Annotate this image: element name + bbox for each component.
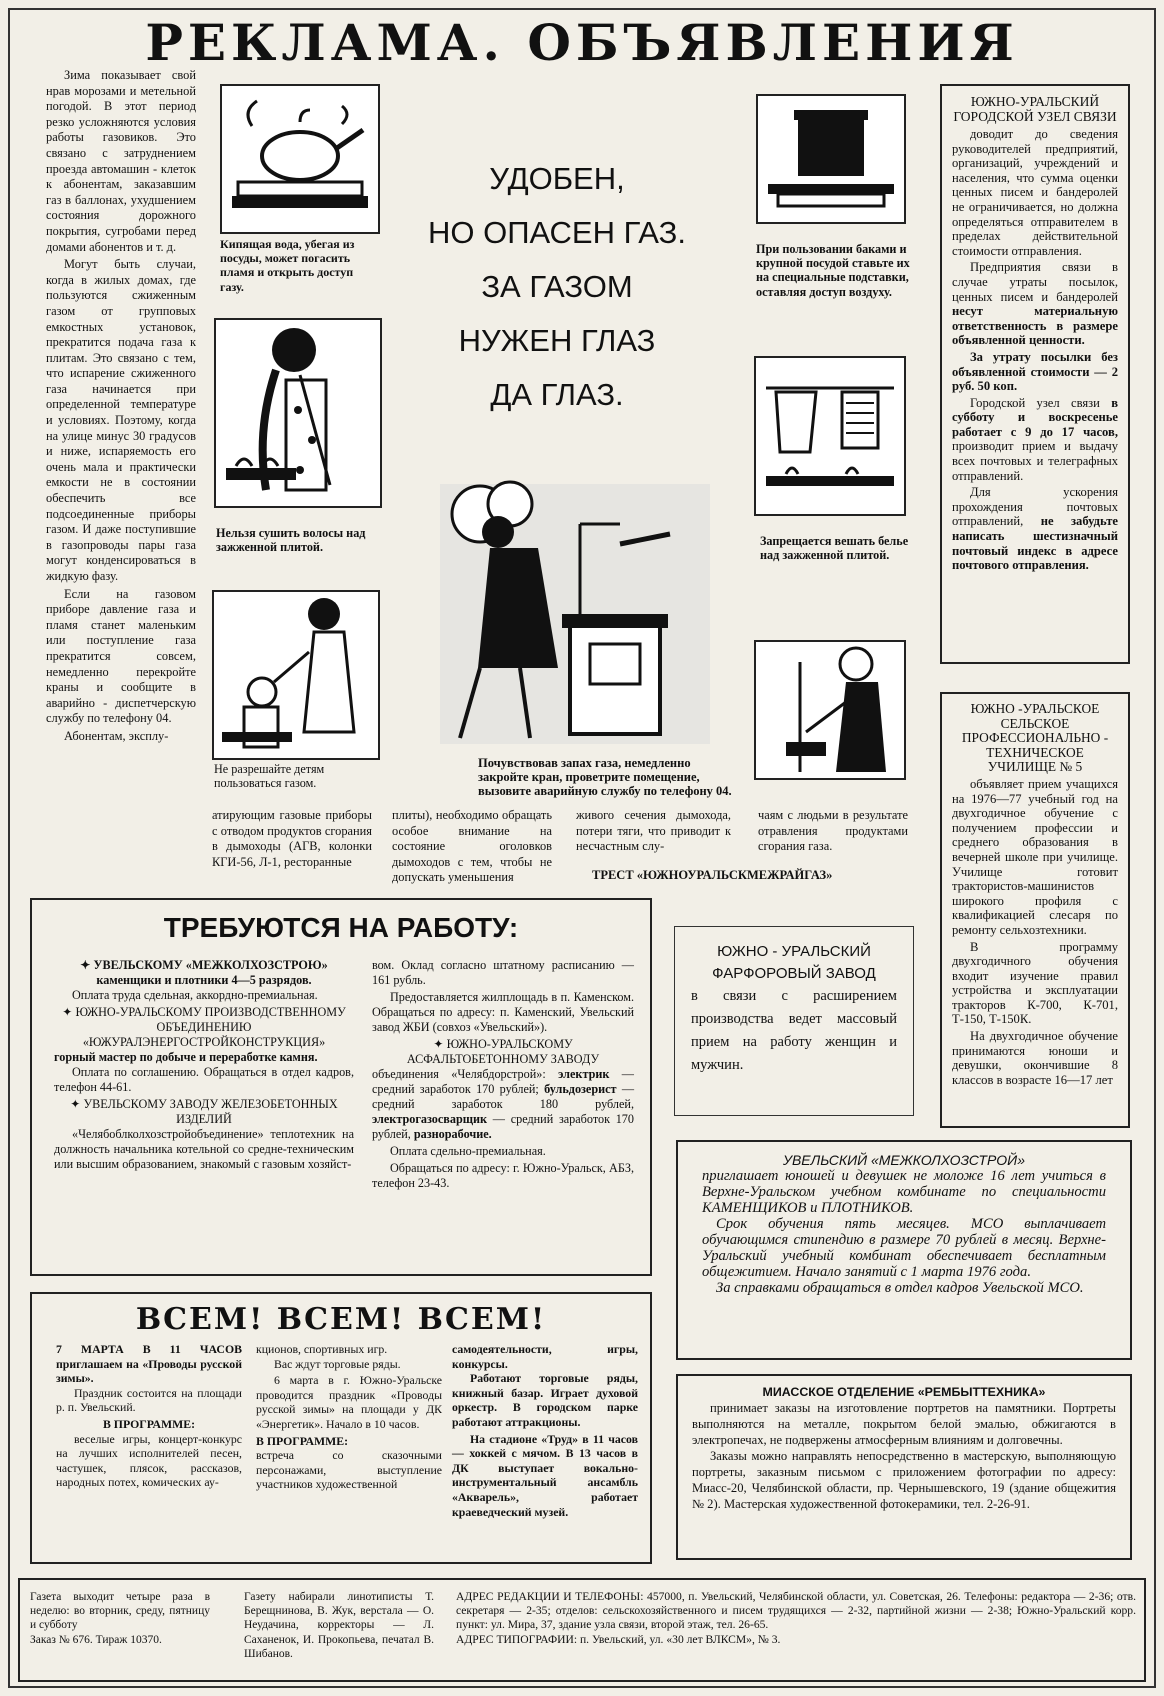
vsem-c1-tail: веселые игры, концерт-конкурс на лучших исполнителей песен, частушек, плясок, рассказов, народных потех, комических ау- [56, 1431, 242, 1490]
footer-staff: Газету набирали линотиписты Т. Берещнинова, В. Жук, верстала — О. Неудачина, корректоры — Л. Саханенок, И. Прокопьева, печатал В. Шибанов. [244, 1591, 434, 1660]
job-text [372, 1067, 634, 1142]
left-paragraph: Абонентам, эксплу- [64, 728, 169, 743]
postal-index [952, 485, 1118, 573]
postal-p4-text: Городской узел связи [970, 395, 1112, 410]
rembyt-p1: принимает заказы на изготовление портретов на памятники. Портреты выполняются на металле, покрытом белой эмалью, обжигаются в электропечах, не подвержены атмосферным влияниям и долговечны. [692, 1401, 1116, 1447]
school-p1: объявляет прием учащихся на 1976—77 учебный год на двухгодичное обучение с получением профессии и среднего образования в вечерней школе при училище. Училище готовит трактористов-машинистов широкого профиля с квалификацией слесаря по ремонту сельхозтехники. [952, 776, 1118, 937]
mezhkolkhoz-title: УВЕЛЬСКИЙ «МЕЖКОЛХОЗСТРОЙ» [783, 1152, 1025, 1168]
porcelain-title: ЮЖНО - УРАЛЬСКИЙ ФАРФОРОВЫЙ ЗАВОД [712, 943, 876, 982]
job-text: Оплата по соглашению. Обращаться в отдел кадров, телефон 44-61. [54, 1065, 354, 1094]
job-e4b3: электрогазосварщик [372, 1112, 488, 1126]
rembyt-title: МИАССКОЕ ОТДЕЛЕНИЕ «РЕМБЫТТЕХНИКА» [762, 1385, 1046, 1399]
kettle-illustration [220, 84, 380, 234]
postal-p4-tail: производит прием и выдачу всех почтовых и телеграфных отправлений. [952, 439, 1118, 483]
vsem-c2-b: Вас ждут торговые ряды. [274, 1356, 401, 1371]
jobs-section [30, 898, 652, 1276]
job-text: Оплата сдельно-премиальная. [390, 1144, 546, 1158]
school-p3: На двухгодичное обучение принимаются юноши и девушки, окончившие 8 классов в возрасте 16—17 лет [952, 1029, 1118, 1087]
hair-caption: Нельзя сушить волосы над зажженной плитой. [216, 526, 366, 555]
postal-title: ЮЖНО-УРАЛЬСКИЙ ГОРОДСКОЙ УЗЕЛ СВЯЗИ [953, 94, 1117, 124]
footer-address-text: АДРЕС РЕДАКЦИИ И ТЕЛЕФОНЫ: 457000, п. Увельский, Челябинской области, ул. Советская, 26. Телефоны: редактора — 2-36; отв. секретаря — 2-35; отделов: сельскохозяйственного и писем трудящихся — 2-32, партийной жизни — 2-38; Южно-Уральский корр. пункт: ул. Мира, 37, здание узла связи, второй этаж, тел. 26-65. [456, 1590, 1136, 1632]
school-p2: В программу двухгодичного обучения входит изучение правил устройства и эксплуатации тракторов К-700, К-701, Т-150, Т-150К. [952, 939, 1118, 1027]
gas-column-3: живого сечения дымохода, потери тяги, что приводит к несчастным слу- [576, 808, 731, 854]
rembyt-p2: Заказы можно направлять непосредственно в мастерскую, выполняющую портреты, заказным письмом с приложением фотографии по адресу: Миасс-20, Челябинской области, пр. Чернышевского, 19 (здание общежития № 2). Мастерская художественной фотокерамики, тел. 2-26-91. [692, 1449, 1116, 1511]
job-text: Оплата труда сдельная, аккордно-премиальная. [72, 988, 318, 1002]
laundry-illustration [754, 356, 906, 516]
left-paragraph: Могут быть случаи, когда в жилых домах, где пользуются сжиженным газом от групповых емкостных установок, прекратится подача газа к плитам. Это связано с тем, что испарение сжиженного газа начинается при определенной температуре и условиях. Поэтому, когда на улице минус 30 градусов и ниже, испаряемость его очень мала и практически емкости не в состоянии обеспечить все подсоединенные приборы газом. И даже поступившие в газопроводы пары газа могут конденсироваться в жидкую фазу. [46, 257, 196, 583]
vsem-col-1 [56, 1342, 242, 1492]
job-bold: горный мастер по добыче и переработке камня. [54, 1050, 318, 1064]
pot-illustration [756, 94, 906, 224]
trust-signature: ТРЕСТ «ЮЖНОУРАЛЬСКМЕЖРАЙГАЗ» [592, 868, 833, 882]
gas-column-1: атирующим газовые приборы с отводом продуктов сгорания в дымоходы (АГВ, колонки КГИ-56, Л-1, ресторанные [212, 808, 372, 869]
postal-hours [952, 396, 1118, 484]
laundry-caption: Запрещается вешать белье над зажженной плитой. [760, 534, 909, 563]
vsem-c2-tail: встреча со сказочными персонажами, выступление участников художественной [256, 1448, 442, 1492]
vsem-col-2 [256, 1342, 442, 1494]
postal-p4-bold: в субботу и воскресенье работает с 9 до 17 часов, [952, 395, 1118, 439]
vsem-title: ВСЕМ! ВСЕМ! ВСЕМ! [135, 1302, 547, 1337]
cook-illustration [754, 640, 906, 780]
children-illustration [212, 590, 380, 760]
footer-schedule-text: Газета выходит четыре раза в неделю: во вторник, среду, пятницу и субботу [30, 1591, 210, 1632]
vsem-c2-a: кционов, спортивных игр. [256, 1342, 388, 1356]
jobs-title: ТРЕБУЮТСЯ НА РАБОТУ: [163, 912, 519, 943]
job-e4b2: бульдозерист [544, 1082, 617, 1096]
vsem-col-3 [452, 1342, 638, 1521]
job-org: ✦ ЮЖНО-УРАЛЬСКОМУ АСФАЛЬТОБЕТОННОМУ ЗАВОДУ [406, 1037, 600, 1066]
masthead-title: РЕКЛАМА. ОБЪЯВЛЕНИЯ [145, 13, 1019, 72]
hair-illustration [214, 318, 382, 508]
vsem-c1-bold: 7 МАРТА В 11 ЧАСОВ приглашаем на «Проводы русской зимы». [56, 1342, 242, 1386]
footer-schedule [30, 1590, 210, 1647]
footer-print: АДРЕС ТИПОГРАФИИ: п. Увельский, ул. «30 лет ВЛКСМ», № 3. [456, 1632, 781, 1646]
job-text: Предоставляется жилплощадь в п. Каменском. Обращаться по адресу: п. Каменский, Увельский завод ЖБИ (совхоз «Увельский»). [372, 990, 634, 1034]
woman-stove-illustration [430, 474, 720, 754]
left-paragraph: Если на газовом приборе давление газа и пламя станет маленьким или поступление газа прекратится совсем, немедленно перекройте краны и сообщите в аварийно - диспетчерскую службу по телефону 04. [46, 586, 196, 726]
footer-order: Заказ № 676. Тираж 10370. [30, 1633, 162, 1646]
postal-p2-text: Предприятия связи в случае утраты посылок, ценных писем и бандеролей [952, 260, 1118, 304]
job-e4c3: — средний заработок 170 рублей, [372, 1112, 634, 1141]
mezhkolkhoz-notice [676, 1140, 1132, 1360]
postal-responsibility [952, 260, 1118, 348]
mezhkolkhoz-p3: За справками обращаться в отдел кадров Увельской МСО. [716, 1280, 1084, 1296]
kettle-caption: Кипящая вода, убегая из посуды, может погасить пламя и открыть доступ газу. [220, 237, 355, 294]
mezhkolkhoz-p2: Срок обучения пять месяцев. МСО выплачивает обучающимся стипендию в размере 70 рублей в месяц. Верхне-Уральский учебный комбинат обеспечивает бесплатным общежитием. Начало занятий с 1 марта 1976 года. [702, 1216, 1106, 1280]
postal-loss [952, 350, 1118, 394]
vsem-c2-head: В ПРОГРАММЕ: [256, 1433, 349, 1448]
slogan-line: УДОБЕН, [489, 161, 625, 196]
slogan-line: ДА ГЛАЗ. [490, 377, 624, 412]
postal-intro: доводит до сведения руководителей предприятий, организаций, учреждений и населения, что сумма оценки ценных писем и бандеролей не ограничивается, но должна определяться отправителем в пределах действительной стоимости отправления. [952, 127, 1118, 258]
jobs-left [54, 958, 354, 1174]
school-notice [940, 692, 1130, 1128]
postal-p5-text: Для ускорения прохождения почтовых отправлений, [952, 485, 1118, 529]
job-e4c1: — средний заработок 170 рублей; [372, 1067, 634, 1096]
vsem-c3-c: На стадионе «Труд» в 11 часов — хоккей с мячом. В 13 часов в ДК выступает вокально-инструментальный ансамбль «Акварель», работает краеведческий музей. [452, 1431, 638, 1519]
left-paragraph: Зима показывает свой нрав морозами и метельной погодой. В этот период резко усложняются условия работы газовиков. Это связано с затруднением проезда автомашин - клеток к абонентам, заказавшим газ в баллонах, ухудшением состояния дорожного покрытия, сугробами перед домами абонентов и т. д. [46, 68, 196, 254]
job-org: ✦ ЮЖНО-УРАЛЬСКОМУ ПРОИЗВОДСТВЕННОМУ ОБЪЕДИНЕНИЮ «ЮЖУРАЛЭНЕРГОСТРОЙКОНСТРУКЦИЯ» [62, 1005, 346, 1049]
slogan-line: ЗА ГАЗОМ [481, 269, 633, 304]
vsem-c2-c: 6 марта в г. Южно-Уральске проводится праздник «Проводы русской зимы» на площади у ДК «Энергетик». Начало в 10 часов. [256, 1373, 442, 1431]
vsem-c3-a: самодеятельности, игры, конкурсы. [452, 1342, 638, 1371]
postal-p2-bold: несут материальную ответственность в размере объявленной ценности. [952, 304, 1118, 348]
postal-p5-bold: не забудьте написать шестизначный почтовый индекс в адресе почтового отправления. [952, 514, 1118, 573]
job-e4c2: — средний заработок 180 рублей, [372, 1082, 634, 1111]
slogan-line: НУЖЕН ГЛАЗ [458, 323, 656, 358]
job-e4b4: разнорабочие. [413, 1127, 492, 1141]
footer-address [456, 1590, 1136, 1647]
jobs-right [372, 958, 634, 1193]
job-text: вом. Оклад согласно штатному расписанию — 161 рубль. [372, 958, 634, 987]
job-text: «Челябоблколхозстройобъединение» теплотехник на должность начальника котельной со средне-техническим или высшим образованием, знакомый с газовым хозяйст- [54, 1127, 354, 1171]
job-bold: каменщики и плотники 4—5 разрядов. [96, 973, 312, 987]
slogan-line: НО ОПАСЕН ГАЗ. [428, 215, 686, 250]
children-caption: Не разрешайте детям пользоваться газом. [214, 762, 325, 791]
porcelain-text: в связи с расширением производства ведет массовый прием на работу женщин и мужчин. [691, 988, 897, 1073]
postal-notice [940, 84, 1130, 664]
postal-p3-bold: За утрату посылки без объявленной стоимости — 2 руб. 50 коп. [952, 349, 1118, 394]
school-title: ЮЖНО -УРАЛЬСКОЕ СЕЛЬСКОЕ ПРОФЕССИОНАЛЬНО - ТЕХНИЧЕСКОЕ УЧИЛИЩЕ № 5 [961, 701, 1109, 775]
pot-caption: При пользовании баками и крупной посудой ставьте их на специальные подставки, оставляя доступ воздуху. [756, 242, 910, 299]
gas-column-4: чаям с людьми в результате отравления продуктами сгорания газа. [758, 808, 908, 854]
job-text: Обращаться по адресу: г. Южно-Уральск, АБЗ, телефон 23-43. [372, 1161, 634, 1190]
vsem-c1-text: Праздник состоится на площади р. п. Увельский. [56, 1385, 242, 1415]
gas-slogan [392, 152, 722, 422]
vsem-section [30, 1292, 652, 1564]
vsem-c3-b: Работают торговые ряды, книжный базар. Играет духовой оркестр. В городском парке работают аттракционы. [452, 1371, 638, 1429]
rembyt-notice [676, 1374, 1132, 1560]
job-org: ✦ УВЕЛЬСКОМУ «МЕЖКОЛХОЗСТРОЮ» [80, 958, 328, 972]
mezhkolkhoz-p1: приглашает юношей и девушек не моложе 16 лет учиться в Верхне-Уральском учебном комбинате по специальности КАМЕНЩИКОВ и ПЛОТНИКОВ. [702, 1168, 1106, 1216]
job-org: ✦ УВЕЛЬСКОМУ ЗАВОДУ ЖЕЛЕЗОБЕТОННЫХ ИЗДЕЛИЙ [70, 1097, 338, 1126]
left-column [46, 68, 196, 747]
job-e4b1: электрик [558, 1067, 610, 1081]
porcelain-notice [674, 926, 914, 1116]
vsem-c1-head: В ПРОГРАММЕ: [102, 1416, 196, 1431]
center-caption: Почувствовав запах газа, немедленно закройте кран, проветрите помещение, вызовите аварийную службу по телефону 04. [478, 756, 732, 799]
job-e4a: объединения «Челябдорстрой»: [372, 1067, 559, 1081]
gas-column-2: плиты), необходимо обращать особое внимание на состояние оголовков дымоходов с тем, чтобы не допускать уменьшения [392, 808, 552, 885]
